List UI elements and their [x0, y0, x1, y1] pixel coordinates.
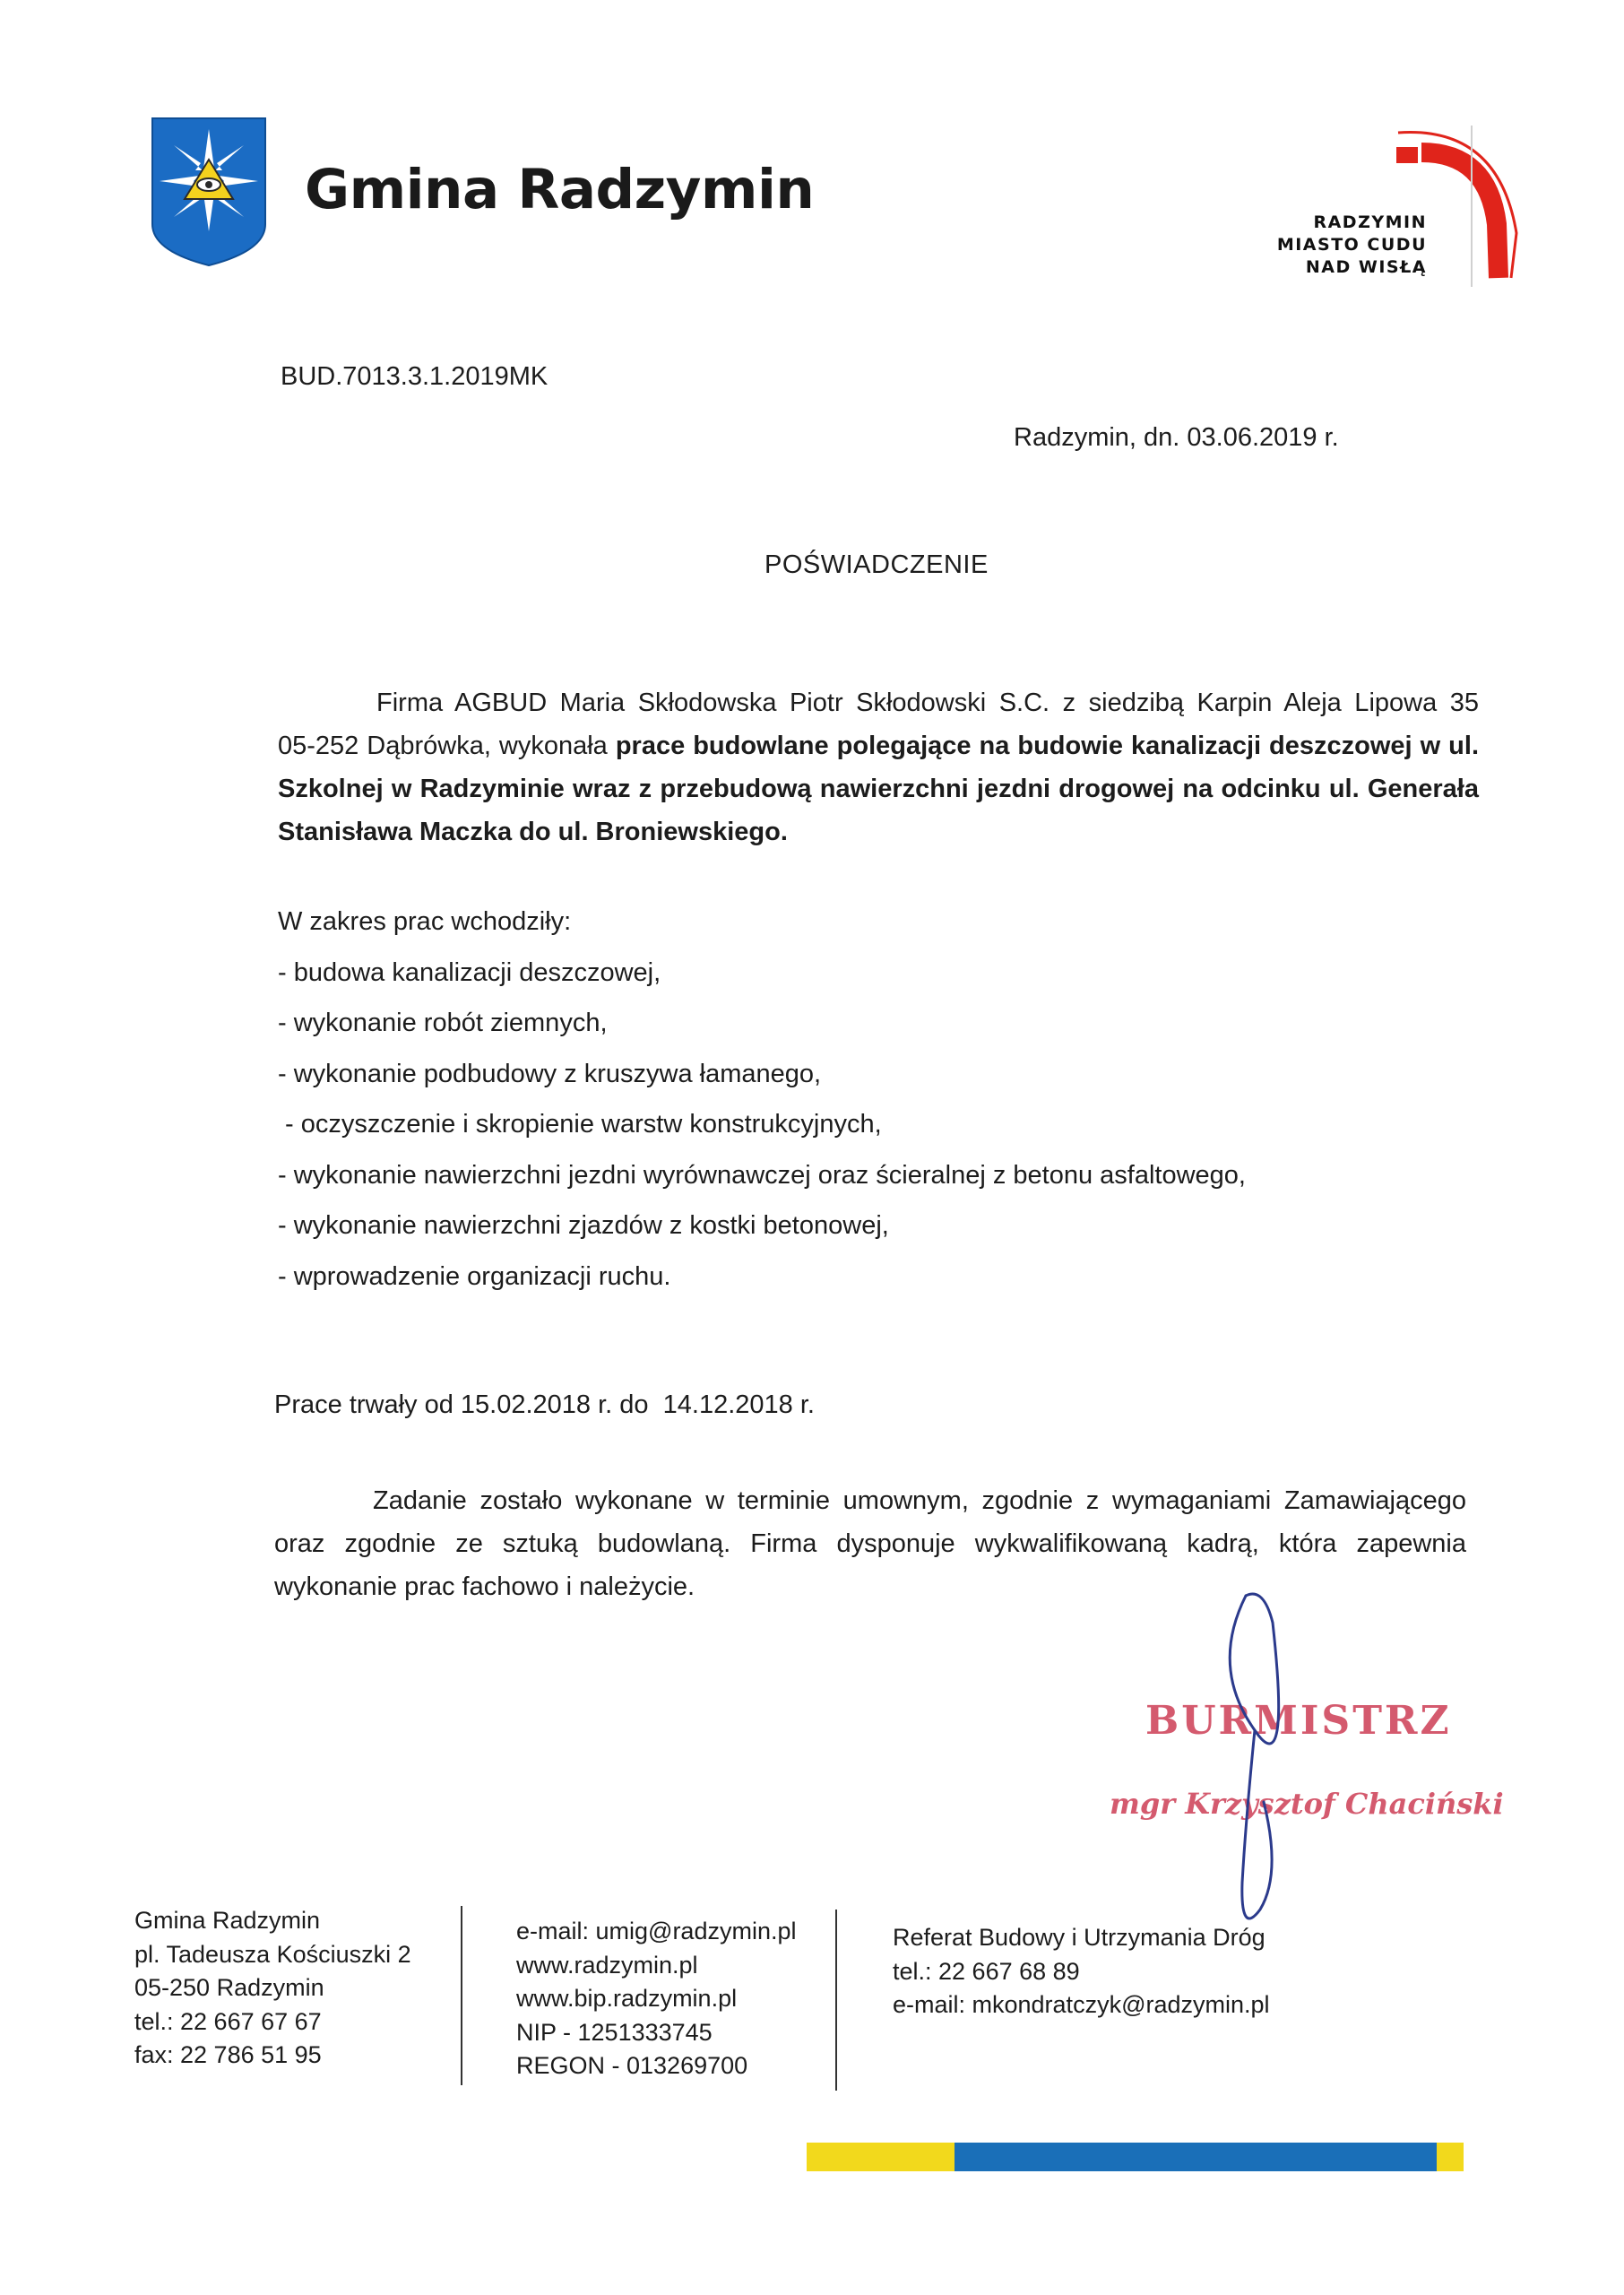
footer-line: fax: 22 786 51 95	[134, 2041, 322, 2068]
footer-stripe-yellow	[807, 2143, 955, 2171]
reference-number: BUD.7013.3.1.2019MK	[281, 362, 549, 391]
paragraph-line: Zadanie zostało wykonane w terminie umownym, zgodnie z wymaganiami Zamawiającego	[373, 1486, 1466, 1515]
list-item: - wprowadzenie organizacji ruchu.	[278, 1261, 671, 1291]
footer-line: NIP - 1251333745	[516, 2018, 713, 2046]
footer-address	[134, 1904, 411, 2073]
paragraph-line: Firma AGBUD Maria Skłodowska Piotr Skłodowski S.C. z siedzibą Karpin Aleja Lipowa 35	[376, 688, 1479, 717]
brand-title: Gmina Radzymin	[305, 158, 815, 221]
scope-list	[278, 896, 1246, 1302]
list-item: - wykonanie nawierzchni jezdni wyrównawczej oraz ścieralnej z betonu asfaltowego,	[278, 1160, 1246, 1190]
coat-of-arms-icon	[151, 117, 267, 267]
paragraph-line	[278, 724, 1479, 767]
footer-line: e-mail: mkondratczyk@radzymin.pl	[893, 1991, 1270, 2018]
city-logo	[1264, 117, 1533, 296]
paragraph-line: wykonanie prac fachowo i należycie.	[274, 1572, 695, 1601]
footer-divider	[461, 1906, 462, 2085]
city-logo-line: MIASTO CUDU	[1276, 235, 1427, 255]
footer-department	[893, 1921, 1270, 2022]
footer-line: 05-250 Radzymin	[134, 1974, 324, 2001]
list-item: - wykonanie podbudowy z kruszywa łamanego,	[278, 1059, 822, 1088]
signature-icon	[1192, 1587, 1335, 1945]
footer-line: e-mail: umig@radzymin.pl	[516, 1918, 797, 1944]
city-logo-text	[1277, 212, 1427, 279]
document-title: POŚWIADCZENIE	[764, 550, 989, 579]
footer-line: www.bip.radzymin.pl	[516, 1985, 738, 2012]
text-bold: prace budowlane polegające na budowie kanalizacji deszczowej w ul.	[615, 732, 1480, 760]
footer-line: tel.: 22 667 67 67	[134, 2007, 322, 2035]
footer-stripe-yellow	[1437, 2143, 1464, 2171]
footer-line: www.radzymin.pl	[516, 1951, 698, 1979]
footer-stripe-blue	[955, 2143, 1437, 2171]
scope-heading: W zakres prac wchodziły:	[278, 907, 572, 936]
stamp-name: mgr Krzysztof Chaciński	[1110, 1787, 1504, 1821]
list-item: - budowa kanalizacji deszczowej,	[278, 957, 661, 987]
list-item: - wykonanie nawierzchni zjazdów z kostki betonowej,	[278, 1211, 889, 1240]
list-item: - oczyszczenie i skropienie warstw konstrukcyjnych,	[278, 1110, 882, 1139]
footer-line: tel.: 22 667 68 89	[893, 1957, 1080, 1985]
paragraph-certification	[278, 681, 1479, 853]
footer-line: REGON - 013269700	[516, 2052, 748, 2079]
list-item: - wykonanie robót ziemnych,	[278, 1009, 608, 1037]
work-period: Prace trwały od 15.02.2018 r. do 14.12.2018 r.	[274, 1390, 815, 1419]
paragraph-line: Stanisława Maczka do ul. Broniewskiego.	[278, 818, 788, 846]
place-date: Radzymin, dn. 03.06.2019 r.	[1014, 423, 1339, 452]
footer-line: Gmina Radzymin	[134, 1907, 321, 1934]
paragraph-line: Szkolnej w Radzyminie wraz z przebudową nawierzchni jezdni drogowej na odcinku ul. Generała	[278, 775, 1479, 803]
text-normal: 05-252 Dąbrówka, wykonała	[278, 732, 616, 760]
footer-contact	[516, 1915, 797, 2083]
footer-line: Referat Budowy i Utrzymania Dróg	[893, 1924, 1266, 1951]
paragraph-line: oraz zgodnie ze sztuką budowlaną. Firma dysponuje wykwalifikowaną kadrą, która zapewnia	[274, 1529, 1466, 1558]
footer-divider	[835, 1910, 837, 2091]
stamp-title: BURMISTRZ	[1145, 1698, 1452, 1744]
footer-line: pl. Tadeusza Kościuszki 2	[134, 1940, 411, 1968]
city-logo-line: NAD WISŁĄ	[1305, 257, 1427, 277]
city-logo-line: RADZYMIN	[1313, 212, 1427, 232]
